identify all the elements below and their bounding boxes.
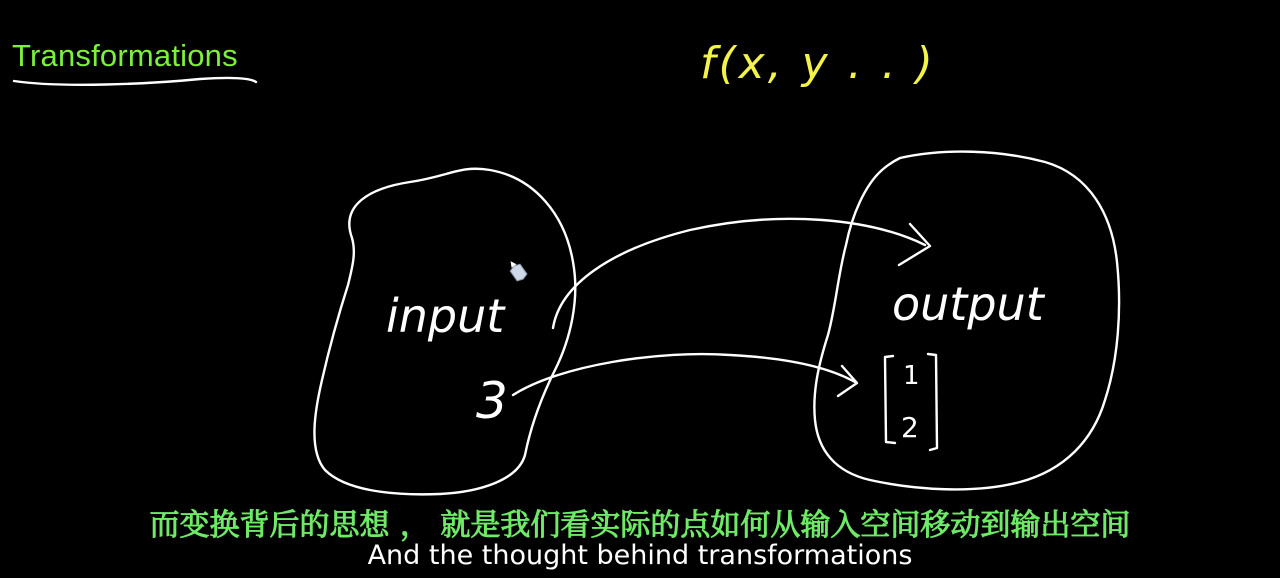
page-title: Transformations xyxy=(12,38,238,73)
vector-entry-bottom: 2 xyxy=(901,411,919,444)
vector-right-bracket xyxy=(928,354,937,450)
input-value-3: 3 xyxy=(476,372,508,430)
function-notation: f(x, y . . ) xyxy=(700,38,936,89)
vector-left-bracket xyxy=(885,356,895,443)
vector-entry-top: 1 xyxy=(903,361,920,391)
input-label: input xyxy=(386,289,505,343)
mapping-arrow-lower-head xyxy=(838,366,857,396)
pen-cursor-icon xyxy=(506,258,528,283)
subtitle-english: And the thought behind transformations xyxy=(367,540,913,571)
output-label: output xyxy=(892,277,1044,331)
subtitle-chinese: 而变换背后的思想 ， 就是我们看实际的点如何从输入空间移动到输出空间 xyxy=(149,508,1131,543)
title-underline xyxy=(14,78,256,85)
mapping-arrow-upper xyxy=(553,219,925,328)
mapping-arrow-lower xyxy=(513,354,855,395)
